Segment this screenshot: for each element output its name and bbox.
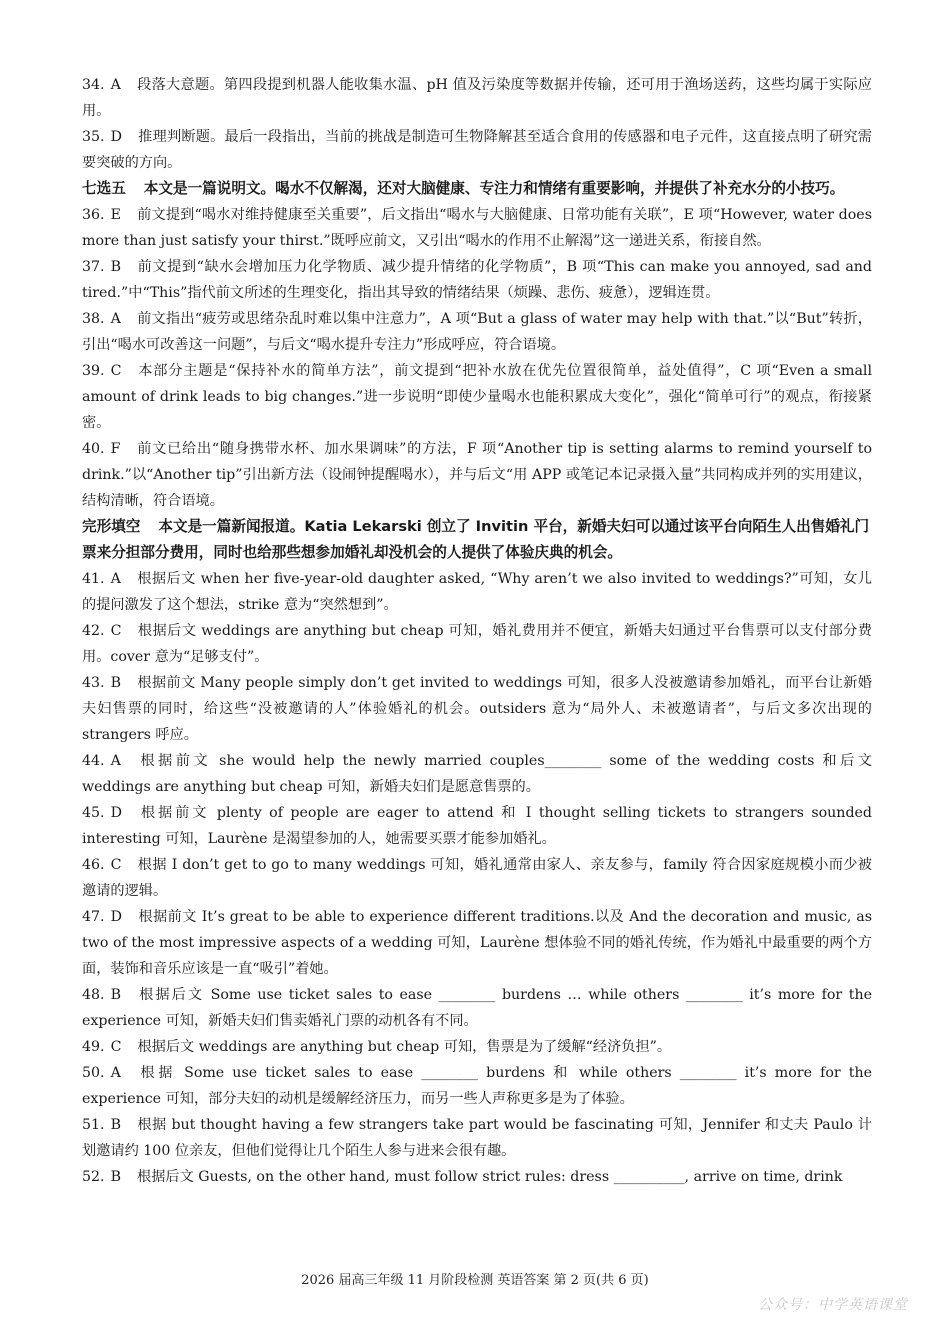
- explanation-text: 根据前文 she would help the newly married couples________ some of the wedding costs 和后文 weddings are anything but cheap 可知，新婚夫妇们是愿意售票的。: [82, 753, 872, 795]
- question-number: 43.: [82, 675, 105, 691]
- explanation-text: 根据前文 plenty of people are eager to attend 和 I thought selling tickets to strangers sounded interesting 可知，Laurène 是渴望参加的人，她需要买票才能参加婚礼。: [82, 805, 872, 847]
- question-number: 35.: [82, 129, 105, 145]
- answer-item: [82, 358, 872, 436]
- answer-letter: D: [110, 909, 122, 925]
- answer-letter: C: [110, 857, 122, 873]
- explanation-text: 前文指出“疲劳或思绪杂乱时难以集中注意力”，A 项“But a glass of water may help with that.”以“But”转折，引出“喝水可改善这一问题”，与后文“喝水提升专注力”形成呼应，符合语境。: [82, 311, 872, 353]
- explanation-text: 前文提到“缺水会增加压力化学物质、减少提升情绪的化学物质”，B 项“This can make you annoyed, sad and tired.”中“This”指代前文所述的生理变化，指出其导致的情绪结果（烦躁、悲伤、疲惫），逻辑连贯。: [82, 259, 872, 301]
- question-number: 51.: [82, 1117, 105, 1133]
- section-summary: 本文是一篇新闻报道。Katia Lekarski 创立了 Invitin 平台，新婚夫妇可以通过该平台向陌生人出售婚礼门票来分担部分费用，同时也给那些想参加婚礼却没机会的人提供了体验庆典的机会。: [82, 518, 870, 561]
- explanation-text: 根据 Some use ticket sales to ease ________ burdens 和 while others ________ it’s more for the experience 可知，部分夫妇的动机是缓解经济压力，而另一些人声称更多是为了体验。: [82, 1065, 872, 1107]
- answer-item: [82, 124, 872, 176]
- section-heading: [82, 176, 872, 202]
- answer-item: [82, 1034, 872, 1060]
- question-number: 40.: [82, 441, 105, 457]
- explanation-text: 本部分主题是“保持补水的简单方法”，前文提到“把补水放在优先位置很简单，益处值得”，C 项“Even a small amount of drink leads to big changes.”进一步说明“即使少量喝水也能积累成大变化”，强化“简单可行”的观点，衔接紧密。: [82, 363, 872, 431]
- answer-letter: B: [110, 987, 122, 1003]
- question-number: 47.: [82, 909, 105, 925]
- answer-item: [82, 748, 872, 800]
- question-number: 45.: [82, 805, 105, 821]
- question-number: 36.: [82, 207, 105, 223]
- answer-letter: A: [110, 753, 121, 769]
- answer-letter: C: [110, 623, 122, 639]
- answer-letter: A: [110, 571, 121, 587]
- explanation-text: 根据后文 when her five-year-old daughter asked, “Why aren’t we also invited to weddings?”可知，女儿的提问激发了这个想法，strike 意为“突然想到”。: [82, 571, 872, 613]
- question-number: 34.: [82, 77, 105, 93]
- question-number: 38.: [82, 311, 105, 327]
- answer-letter: C: [110, 363, 122, 379]
- answer-item: [82, 852, 872, 904]
- explanation-text: 推理判断题。最后一段指出，当前的挑战是制造可生物降解甚至适合食用的传感器和电子元件，这直接点明了研究需要突破的方向。: [82, 129, 872, 171]
- answer-item: [82, 904, 872, 982]
- answer-item: [82, 306, 872, 358]
- question-number: 41.: [82, 571, 105, 587]
- explanation-text: 根据前文 It’s great to be able to experience different traditions.以及 And the decoration and music, as two of the most impressive aspects of a wedding 可知，Laurène 想体验不同的婚礼传统，作为婚礼中最重要的两个方面，装饰和音乐应该是一直“吸引”着她。: [82, 909, 872, 977]
- page-footer: 2026 届高三年级 11 月阶段检测 英语答案 第 2 页(共 6 页): [301, 1273, 649, 1288]
- answer-item: [82, 254, 872, 306]
- answer-letter: D: [110, 805, 122, 821]
- explanation-text: 根据 but thought having a few strangers take part would be fascinating 可知，Jennifer 和丈夫 Paulo 计划邀请约 100 位亲友，但他们觉得让几个陌生人参与进来会很有趣。: [82, 1117, 872, 1159]
- explanation-text: 前文已给出“随身携带水杯、加水果调味”的方法，F 项“Another tip is setting alarms to remind yourself to drink.”以“Another tip”引出新方法（设闹钟提醒喝水），并与后文“用 APP 或笔记本记录摄入量”共同构成并列的实用建议，结构清晰，符合语境。: [82, 441, 872, 509]
- answer-letter: A: [110, 1065, 121, 1081]
- explanation-text: 根据 I don’t get to go to many weddings 可知，婚礼通常由家人、亲友参与，family 符合因家庭规模小而少被邀请的逻辑。: [82, 857, 872, 899]
- answer-letter: D: [110, 129, 122, 145]
- answer-list: [82, 72, 872, 1190]
- section-heading: [82, 514, 872, 566]
- answer-item: [82, 1060, 872, 1112]
- question-number: 39.: [82, 363, 105, 379]
- answer-letter: E: [110, 207, 121, 223]
- answer-letter: B: [110, 675, 122, 691]
- answer-letter: A: [110, 311, 121, 327]
- answer-item: [82, 566, 872, 618]
- explanation-text: 根据后文 weddings are anything but cheap 可知，售票是为了缓解“经济负担”。: [137, 1039, 672, 1055]
- question-number: 52.: [82, 1169, 105, 1185]
- question-number: 42.: [82, 623, 105, 639]
- answer-item: [82, 670, 872, 748]
- explanation-text: 前文提到“喝水对维持健康至关重要”，后文指出“喝水与大脑健康、日常功能有关联”，E 项“However, water does more than just satisfy your thirst.”既呼应前文，又引出“喝水的作用不止解渴”这一递进关系，衔接自然。: [82, 207, 872, 249]
- answer-letter: B: [110, 259, 122, 275]
- answer-item: [82, 1164, 872, 1190]
- explanation-text: 根据后文 Some use ticket sales to ease ________ burdens … while others ________ it’s more for the experience 可知，新婚夫妇们售卖婚礼门票的动机各有不同。: [82, 987, 872, 1029]
- question-number: 49.: [82, 1039, 105, 1055]
- watermark: 公众号：中学英语课堂: [758, 1297, 908, 1313]
- answer-letter: C: [110, 1039, 122, 1055]
- answer-item: [82, 800, 872, 852]
- answer-letter: A: [110, 77, 121, 93]
- answer-letter: F: [110, 441, 121, 457]
- answer-item: [82, 618, 872, 670]
- question-number: 46.: [82, 857, 105, 873]
- answer-letter: B: [110, 1169, 122, 1185]
- question-number: 50.: [82, 1065, 105, 1081]
- answer-letter: B: [110, 1117, 122, 1133]
- answer-item: [82, 982, 872, 1034]
- answer-item: [82, 436, 872, 514]
- answer-item: [82, 202, 872, 254]
- section-summary: 本文是一篇说明文。喝水不仅解渴，还对大脑健康、专注力和情绪有重要影响，并提供了补充水分的小技巧。: [143, 180, 845, 197]
- explanation-text: 段落大意题。第四段提到机器人能收集水温、pH 值及污染度等数据并传输，还可用于渔场送药，这些均属于实际应用。: [82, 77, 872, 119]
- explanation-text: 根据后文 Guests, on the other hand, must follow strict rules: dress __________, arrive on time, drink: [137, 1169, 843, 1185]
- question-number: 44.: [82, 753, 105, 769]
- explanation-text: 根据前文 Many people simply don’t get invited to weddings 可知，很多人没被邀请参加婚礼，而平台让新婚夫妇售票的同时，给这些“没被邀请的人”体验婚礼的机会。outsiders 意为“局外人、未被邀请者”，与后文多次出现的 strangers 呼应。: [82, 675, 872, 743]
- answer-item: [82, 72, 872, 124]
- question-number: 37.: [82, 259, 105, 275]
- question-number: 48.: [82, 987, 105, 1003]
- answer-item: [82, 1112, 872, 1164]
- section-label: 七选五: [82, 180, 126, 197]
- explanation-text: 根据后文 weddings are anything but cheap 可知，婚礼费用并不便宜，新婚夫妇通过平台售票可以支付部分费用。cover 意为“足够支付”。: [82, 623, 872, 665]
- section-label: 完形填空: [82, 518, 141, 535]
